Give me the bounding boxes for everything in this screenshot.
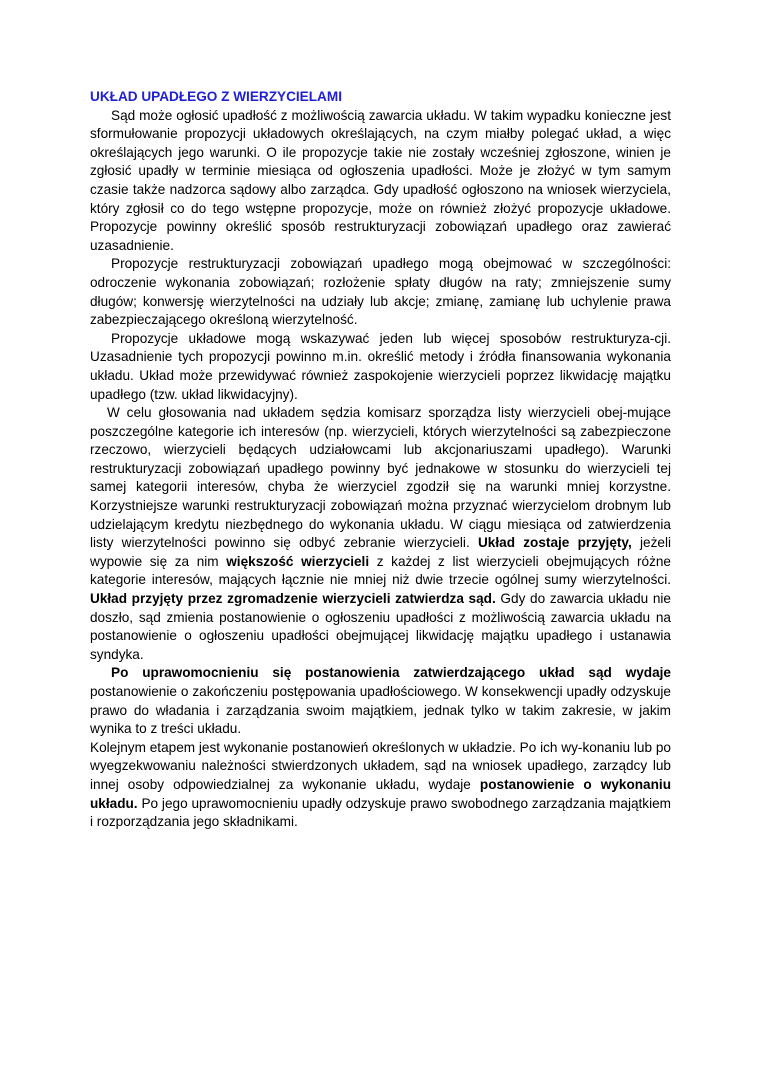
paragraph-5-text: postanowienie o zakończeniu postępowania upadłościowego. W konsekwencji upadły odzyskuje prawo do władania i zarządzania swoim majątkiem, jednak tylko w takim zakresie, w jakim wynika to z treści układu. [90, 684, 671, 737]
paragraph-3-text: Propozycje układowe mogą wskazywać jeden lub więcej sposobów restrukturyza-cji. Uzasadnienie tych propozycji powinno m.in. określić metody i źródła finansowania wykonania układu. Układ może przewidywać również zaspokojenie wierzycieli poprzez likwidację majątku upadłego (tzw. układ likwidacyjny). [90, 330, 671, 402]
paragraph-6-text-b: Po jego uprawomocnieniu upadły odzyskuje prawo swobodnego zarządzania majątkiem i rozporządzania jego składnikami. [90, 795, 671, 830]
paragraph-1-text: Sąd może ogłosić upadłość z możliwością zawarcia układu. W takim wypadku konieczne jest sformułowanie propozycji układowych określających, na czym miałby polegać układ, a więc określających jego warunki. O ile propozycje takie nie zostały wcześniej zgłoszone, winien je zgłosić upadły w terminie miesiąca od ogłoszenia upadłości. Może je złożyć w tym samym czasie także nadzorca sądowy albo zarządca. Gdy upadłość ogłoszono na wniosek wierzyciela, który zgłosił co do tego wstępne propozycje, może on również złożyć propozycje układowe. Propozycje powinny określić sposób restrukturyzacji zobowiązań upadłego oraz zawierać uzasadnienie. [90, 107, 671, 253]
paragraph-4-text-d: Gdy do zawarcia układu nie doszło, sąd zmienia postanowienie o ogłoszeniu upadłości z możliwością zawarcia układu na postanowienie o ogłoszeniu upadłości obejmującej likwidację majątku upadłego i ustanawia syndyka. [90, 591, 671, 662]
document-page [90, 88, 671, 832]
paragraph-2 [90, 255, 671, 329]
paragraph-4-text-a: W celu głosowania nad układem sędzia komisarz sporządza listy wierzycieli obej-mujące poszczególne kategorie ich interesów (np. wierzycieli, których wierzytelności są zabezpieczone rzeczowo, wierzycieli będących udziałowcami lub akcjonariuszami upadłego). Warunki restrukturyzacji zobowiązań upadłego powinny być jednakowe w stosunku do wierzycieli tej samej kategorii interesów, chyba że wierzyciel zgodził się na warunki mniej korzystne. Korzystniejsze warunki restrukturyzacji zobowiązań można przyznać wierzycielom drobnym lub udzielającym kredytu niezbędnego do wykonania układu. W ciągu miesiąca od zatwierdzenia listy wierzytelności powinno się odbyć zebranie wierzycieli. [90, 405, 671, 551]
paragraph-4-text-b: jeżeli wypowie się za nim [90, 535, 671, 569]
paragraph-6-bold-decision: postanowienie o wykonaniu układu. [90, 776, 671, 811]
paragraph-5-bold-lead: Po uprawomocnieniu się postanowienia zatwierdzającego układ sąd wydaje [111, 665, 671, 681]
paragraph-5 [90, 664, 671, 738]
paragraph-3 [90, 330, 671, 404]
paragraph-4-bold-majority: większość wierzycieli [226, 553, 370, 569]
paragraph-4-text-c: z każdej z list wierzycieli obejmujących różne kategorie interesów, mających łącznie nie mniej niż dwie trzecie ogólnej sumy wierzytelności. [90, 553, 671, 588]
paragraph-6-text-a: Kolejnym etapem jest wykonanie postanowień określonych w układzie. Po ich wy-konaniu lub po wyegzekwowaniu należności stwierdzonych układem, sąd na wniosek upadłego, zarządcy lub innej osoby odpowiedzialnej za wykonanie układu, wydaje [90, 739, 671, 792]
paragraph-4 [90, 404, 671, 664]
paragraph-4-bold-court-approves: Układ przyjęty przez zgromadzenie wierzycieli zatwierdza sąd. [90, 591, 496, 607]
paragraph-2-text: Propozycje restrukturyzacji zobowiązań upadłego mogą obejmować w szczególności: odroczenie wykonania zobowiązań; rozłożenie spłaty długów na raty; zmniejszenie sumy długów; konwersję wierzytelności na udziały lub akcje; zmianę, zamianę lub uchylenie prawa zabezpieczającego określoną wierzytelność. [90, 256, 671, 328]
paragraph-6 [90, 739, 671, 832]
document-title: UKŁAD UPADŁEGO Z WIERZYCIELAMI [90, 89, 342, 104]
paragraph-1 [90, 107, 671, 256]
paragraph-4-bold-accepted: Układ zostaje przyjęty, [477, 535, 632, 551]
